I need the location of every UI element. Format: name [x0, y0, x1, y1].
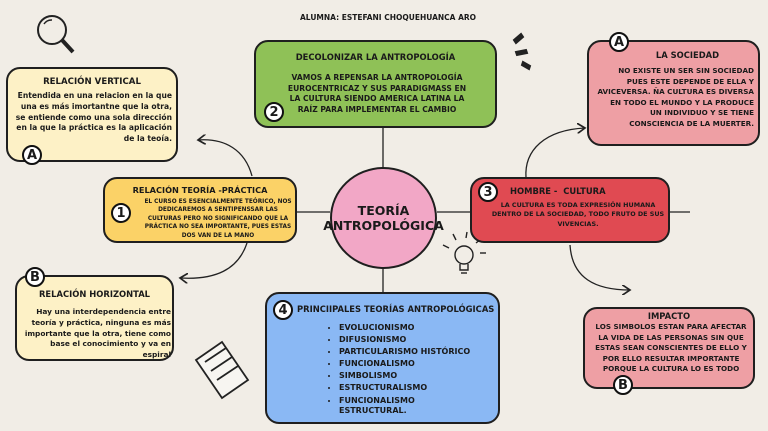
decolonizar-title: DECOLONIZAR LA ANTROPOLOGÍA — [295, 52, 456, 62]
impacto-badge: B — [613, 375, 633, 395]
impacto-title: IMPACTO — [647, 311, 691, 321]
node-relacion-vertical — [6, 67, 178, 162]
center-title-line2: ANTROPOLÓGICA — [323, 218, 444, 233]
relacion-vertical-badge: A — [22, 145, 42, 165]
relacion-teoria-text: EL CURSO ES ESENCIALMENTE TEÓRICO, NOS DEDICAREMOS A SENTIPENSSAR LAS CULTURAS PERO NO SIGNIFICANDO QUE LA PRÁCTICA NO SEA IMPORTANTE, PUES ESTAS DOS VAN DE LA MANO — [144, 199, 292, 239]
hombre-cultura-number: 3 — [478, 182, 498, 202]
node-teorias — [265, 292, 500, 424]
sociedad-title: LA SOCIEDAD — [655, 50, 720, 60]
node-relacion-horizontal — [15, 270, 174, 361]
teoria-item: • FUNCIONALISMO — [339, 359, 470, 370]
relacion-horizontal-title: RELACIÓN HORIZONTAL — [38, 289, 151, 299]
arrow-to-sociedad — [526, 128, 585, 178]
relacion-horizontal-badge: B — [25, 267, 45, 287]
sociedad-badge: A — [609, 32, 629, 52]
sparkle-icon — [514, 34, 530, 69]
relacion-teoria-title: RELACIÓN TEORÍA -PRÁCTICA — [132, 185, 268, 195]
decolonizar-text: VAMOS A REPENSAR LA ANTROPOLOGÍA EUROCENTRICAZ Y SUS PARADIGMASS EN LA CULTURA SIENDO AMERICA LATINA LA RAÍZ PARA IMPLEMENTAR EL CAMBIO — [287, 73, 467, 114]
sociedad-text: NO EXISTE UN SER SIN SOCIEDAD PUES ESTE DEPENDE DE ELLA Y AVICEVERSA. ÑA CULTURA ES DIVERSA EN TODO EL MUNDO Y LA PRODUCE UN INDIVIDUO Y SE TIENE CONSCIENCIA DE LA MUERTER. — [597, 66, 754, 128]
center-node — [323, 167, 444, 269]
arrow-to-horizontal — [180, 243, 247, 278]
teorias-list — [325, 323, 470, 418]
relacion-vertical-text: Entendida en una relacion en la que una es más imortantne que la otra, se entiende como una sola dirección en la que la práctica es la aplicación de la teoía. — [15, 91, 172, 144]
author-label: ALUMNA: ESTEFANI CHOQUEHUANCA ARO — [300, 13, 477, 22]
teoria-item: • EVOLUCIONISMO — [339, 323, 470, 334]
teorias-title: PRINCIIPALES TEORÍAS ANTROPOLÓGICAS — [297, 304, 495, 314]
teoria-item: • DIFUSIONISMO — [339, 335, 470, 346]
arrow-to-impacto — [570, 245, 630, 290]
teoria-item: • PARTICULARISMO HISTÓRICO — [339, 347, 470, 358]
teoria-item: • SIMBOLISMO — [339, 371, 470, 382]
node-sociedad — [587, 35, 760, 146]
center-title-line1: TEORÍA — [357, 203, 410, 218]
magnifier-icon — [38, 16, 73, 52]
arrow-to-vertical — [198, 140, 252, 176]
node-relacion-teoria — [103, 177, 297, 243]
relacion-horizontal-text: Hay una interdependencia entre teoría y práctica, ninguna es más importante que la otra, tiene como base el conocimiento y va en espiral — [24, 307, 171, 360]
teoria-item: • FUNCIONALISMO ESTRUCTURAL. — [339, 396, 409, 417]
relacion-teoria-number: 1 — [111, 203, 131, 223]
teoria-item: • ESTRUCTURALISMO — [339, 383, 470, 394]
node-impacto — [583, 307, 755, 393]
node-hombre-cultura — [470, 177, 670, 243]
teorias-number: 4 — [273, 300, 293, 320]
node-decolonizar — [254, 40, 497, 128]
notebook-icon — [196, 342, 248, 398]
hombre-cultura-title: HOMBRE - CULTURA — [510, 186, 606, 196]
impacto-text: LOS SIMBOLOS ESTAN PARA AFECTAR LA VIDA DE LAS PERSONAS SIN QUE ESTAS SEAN CONSCIENTES DE ELLO Y POR ELLO RESULTAR IMPORTANTE PORQUE LA CULTURA LO ES TODO — [595, 322, 747, 374]
relacion-vertical-title: RELACIÓN VERTICAL — [43, 77, 141, 87]
decolonizar-number: 2 — [264, 102, 284, 122]
hombre-cultura-text: LA CULTURA ES TODA EXPRESIÓN HUMANA DENTRO DE LA SOCIEDAD, TODO FRUTO DE SUS VIVENCIAS. — [491, 201, 665, 228]
